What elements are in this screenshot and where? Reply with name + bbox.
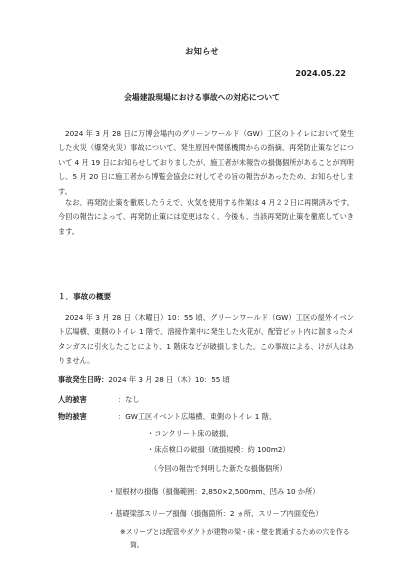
notice-title: お知らせ bbox=[185, 46, 219, 56]
damage-item-sleeve: ・基礎梁部スリーブ損傷（損傷箇所：2 ヵ所、スリーブ内面変色） bbox=[108, 509, 323, 518]
injury-row bbox=[58, 393, 140, 407]
resumption-paragraph: なお、再発防止策を徹底したうえで、火気を使用する作業は 4 月２２日に再開済みです。今回の報告によって、再発防止策には変更はなく、今後も、当該再発防止策を徹底していきます。 bbox=[58, 198, 354, 236]
occurrence-row bbox=[58, 373, 230, 387]
injury-value: ：なし bbox=[118, 395, 140, 404]
notice-date: 2024.05.22 bbox=[295, 69, 346, 78]
damage-item-inspection-port: ・床点検口の破損（破損規模：約 100m2） bbox=[147, 445, 290, 454]
occurrence-value: 2024 年 3 月 28 日（木）10：55 頃 bbox=[108, 375, 230, 384]
occurrence-label: 事故発生日時： bbox=[58, 375, 109, 384]
damage-item-concrete: ・コンクリート床の破損、 bbox=[147, 429, 234, 438]
notice-subject: 会場建設現場における事故への対応について bbox=[124, 93, 280, 102]
damage-row bbox=[58, 410, 277, 424]
damage-new-findings: （今回の報告で判明した新たな損傷個所） bbox=[150, 464, 287, 473]
damage-value: ：GW工区イベント広場横、東側のトイレ 1 階、 bbox=[118, 412, 277, 421]
injury-label: 人的被害 bbox=[58, 395, 87, 404]
damage-label: 物的被害 bbox=[58, 412, 87, 421]
intro-paragraph: 2024 年 3 月 28 日に万博会場内のグリーンワールド（GW）工区のトイレにおいて発生した火災（爆発火災）事故について、発生原因や関係機関からの指摘、再発防止策などについて 4 月 19 日にお知らせしておりましたが、施工者が未報告の損傷個所があることが判明し、5 月 20 日に施工者から博覧会協会に対してその旨の報告があったため、お知らせします。 bbox=[58, 129, 354, 196]
accident-overview-paragraph: 2024 年 3 月 28 日（木曜日）10：55 頃、グリーンワールド（GW）工区の屋外イベント広場横、東側のトイレ 1 階で、溶接作業中に発生した火花が、配管ピット内に溜まったメタンガスに引火したことにより、1 階床などが破損しました。この事故による、けが人はありません。 bbox=[58, 313, 354, 366]
section-heading-accident-overview: １．事故の概要 bbox=[58, 292, 112, 301]
damage-item-roof: ・屋根材の損傷（損傷範囲：2,850×2,500mm、凹み 10 か所） bbox=[108, 487, 320, 496]
sleeve-footnote: ※スリーブとは配管やダクトが建物の梁・床・壁を貫通するための穴を作る筒。 bbox=[120, 528, 350, 549]
